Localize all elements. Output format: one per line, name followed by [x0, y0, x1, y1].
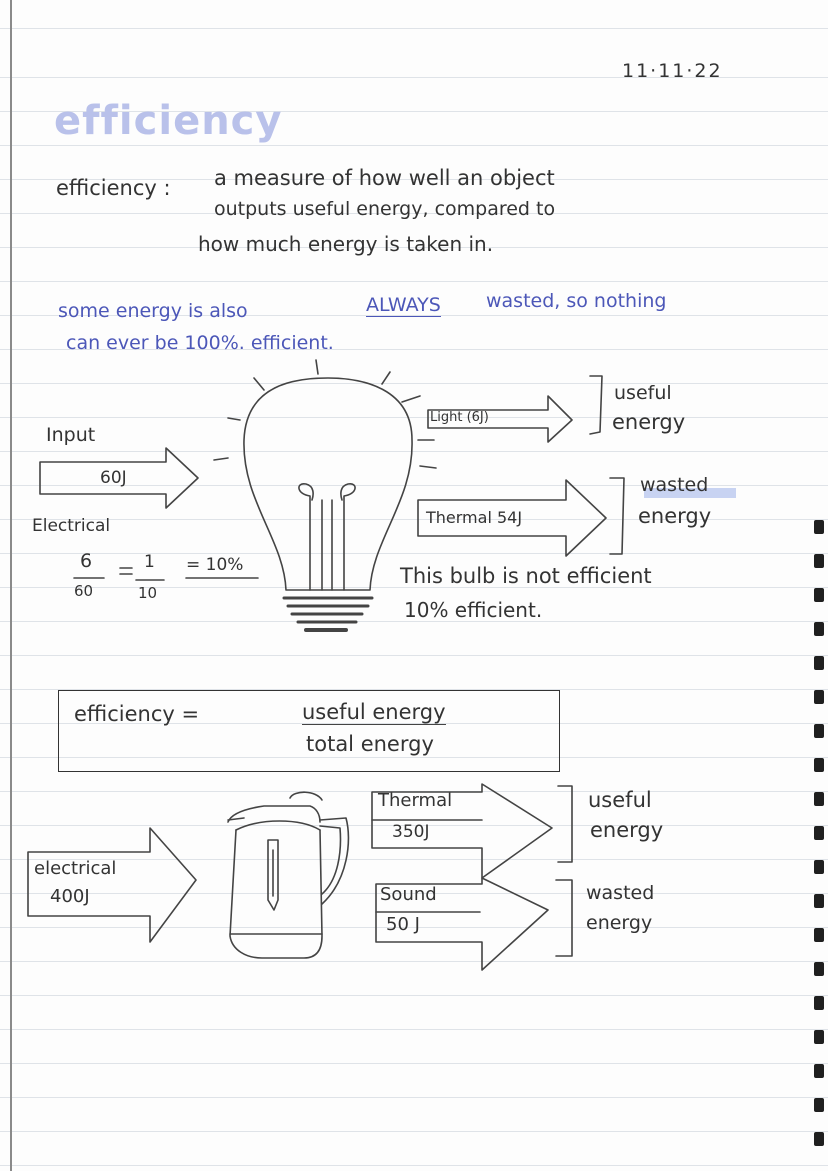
formula-denominator: total energy [306, 732, 434, 756]
kettle-thermal-arrow [372, 784, 552, 878]
note-line-1c: wasted, so nothing [486, 290, 667, 312]
calc-den-2: 10 [138, 584, 158, 602]
kettle-thermal-value: 350J [392, 822, 430, 842]
bulb-thermal-output: Thermal 54J [426, 508, 523, 527]
kettle-input-type: electrical [34, 858, 117, 879]
note-always: ALWAYS [366, 294, 441, 316]
kettle-sound-arrow [376, 878, 548, 970]
bulb-wasted-label-1: wasted [640, 474, 709, 496]
kettle-useful-bracket [558, 786, 572, 862]
kettle-input-value: 400J [50, 886, 90, 907]
lightbulb-icon [214, 360, 436, 630]
bulb-conclusion-2: 10% efficient. [404, 598, 543, 622]
kettle-sound-label: Sound [380, 884, 437, 905]
kettle-useful-1: useful [588, 788, 652, 812]
light-output-arrow [428, 396, 572, 442]
wasted-bracket [610, 478, 624, 554]
note-line-1a: some energy is also [58, 300, 248, 322]
calc-num-1: 6 [80, 550, 93, 572]
date: 11·11·22 [622, 60, 723, 82]
thermal-output-arrow [418, 480, 606, 556]
bulb-conclusion-1: This bulb is not efficient [400, 564, 652, 588]
calc-den-1: 60 [74, 582, 94, 600]
definition-line-3: how much energy is taken in. [198, 232, 494, 256]
bulb-input-label: Input [46, 424, 96, 446]
kettle-sound-value: 50 J [386, 914, 420, 935]
page-title: efficiency [54, 98, 283, 144]
note-line-2: can ever be 100%. efficient. [66, 332, 334, 354]
formula-numerator: useful energy [302, 700, 446, 724]
kettle-wasted-bracket [556, 880, 572, 956]
kettle-thermal-label: Thermal [378, 790, 453, 811]
useful-bracket [590, 376, 602, 434]
calc-result: = 10% [186, 555, 244, 575]
definition-term: efficiency : [56, 176, 171, 200]
bulb-useful-label-2: energy [612, 410, 686, 434]
bulb-input-type: Electrical [32, 516, 111, 536]
kettle-icon [228, 792, 348, 958]
formula-lhs: efficiency = [74, 702, 200, 726]
kettle-input-arrow [28, 828, 196, 942]
bulb-wasted-label-2: energy [638, 504, 712, 528]
calc-num-2: 1 [144, 552, 155, 572]
definition-line-1: a measure of how well an object [214, 166, 555, 190]
kettle-useful-2: energy [590, 818, 664, 842]
definition-line-2: outputs useful energy, compared to [214, 198, 556, 220]
bulb-input-value: 60J [100, 468, 127, 488]
kettle-wasted-1: wasted [586, 882, 655, 904]
bulb-light-output: Light (6J) [430, 410, 489, 425]
kettle-wasted-2: energy [586, 912, 653, 934]
bulb-input-arrow [40, 448, 198, 508]
bulb-useful-label-1: useful [614, 382, 672, 404]
